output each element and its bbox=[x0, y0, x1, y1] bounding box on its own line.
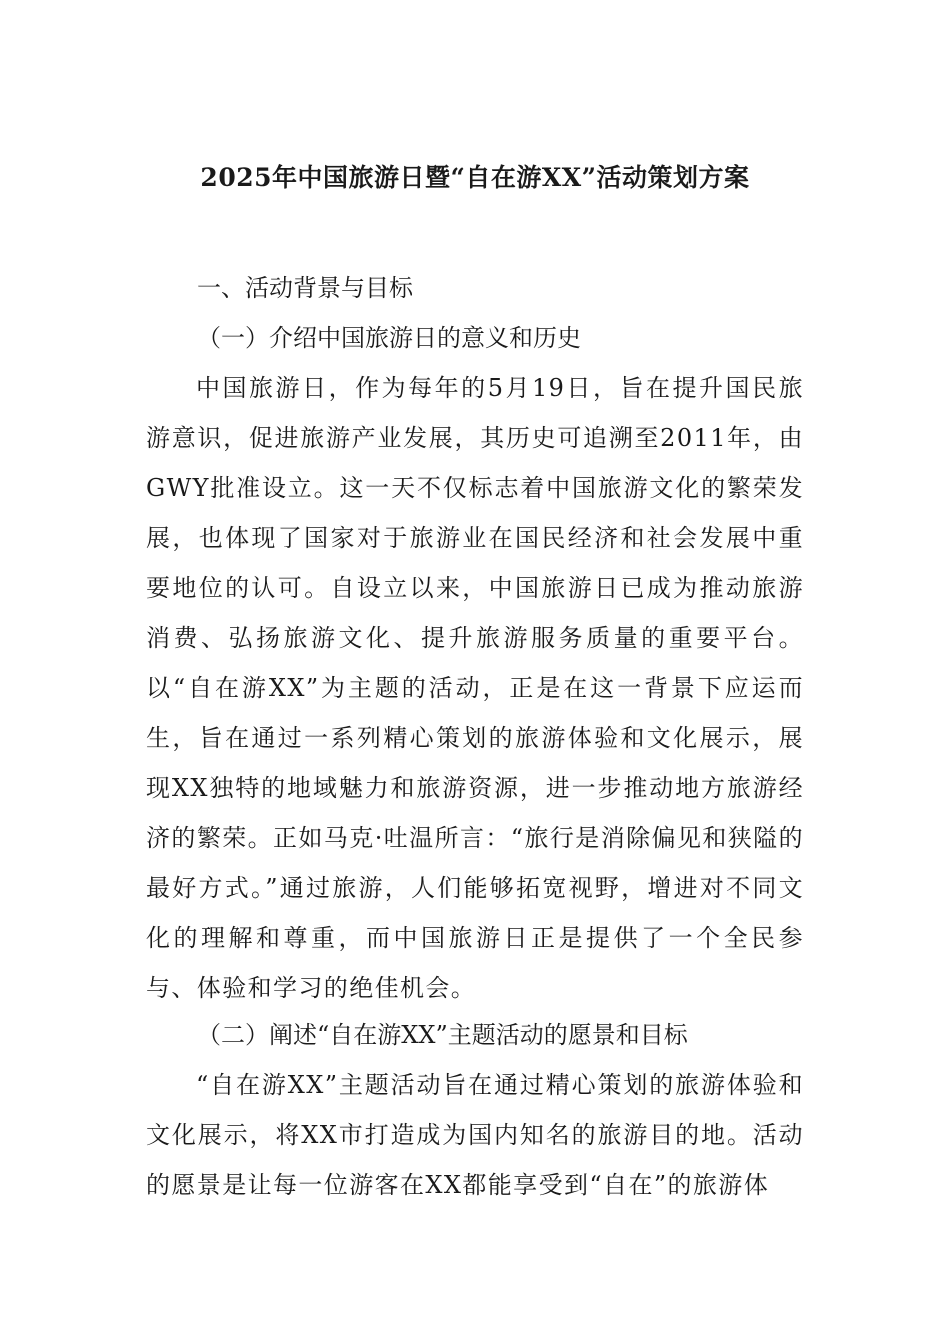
body-paragraph-2: “自在游XX”主题活动旨在通过精心策划的旅游体验和文化展示，将XX市打造成为国内知名的旅游目的地。活动的愿景是让每一位游客在XX都能享受到“自在”的旅游体 bbox=[146, 1071, 804, 1199]
subsection-heading: （一）介绍中国旅游日的意义和历史 bbox=[197, 324, 581, 352]
section-heading: 一、活动背景与目标 bbox=[197, 274, 413, 302]
subsection-heading-2: （二）阐述“自在游XX”主题活动的愿景和目标 bbox=[197, 1021, 688, 1049]
document-title: 2025年中国旅游日暨“自在游XX”活动策划方案 bbox=[200, 163, 750, 192]
body-paragraph: 中国旅游日，作为每年的5月19日，旨在提升国民旅游意识，促进旅游产业发展，其历史可追溯至2011年，由GWY批准设立。这一天不仅标志着中国旅游文化的繁荣发展，也体现了国家对于旅游业在国民经济和社会发展中重要地位的认可。自设立以来，中国旅游日已成为推动旅游消费、弘扬旅游文化、提升旅游服务质量的重要平台。以“自在游XX”为主题的活动，正是在这一背景下应运而生，旨在通过一系列精心策划的旅游体验和文化展示，展现XX独特的地域魅力和旅游资源，进一步推动地方旅游经济的繁荣。正如马克·吐温所言：“旅行是消除偏见和狭隘的最好方式。”通过旅游，人们能够拓宽视野，增进对不同文化的理解和尊重，而中国旅游日正是提供了一个全民参与、体验和学习的绝佳机会。 bbox=[146, 374, 804, 1002]
